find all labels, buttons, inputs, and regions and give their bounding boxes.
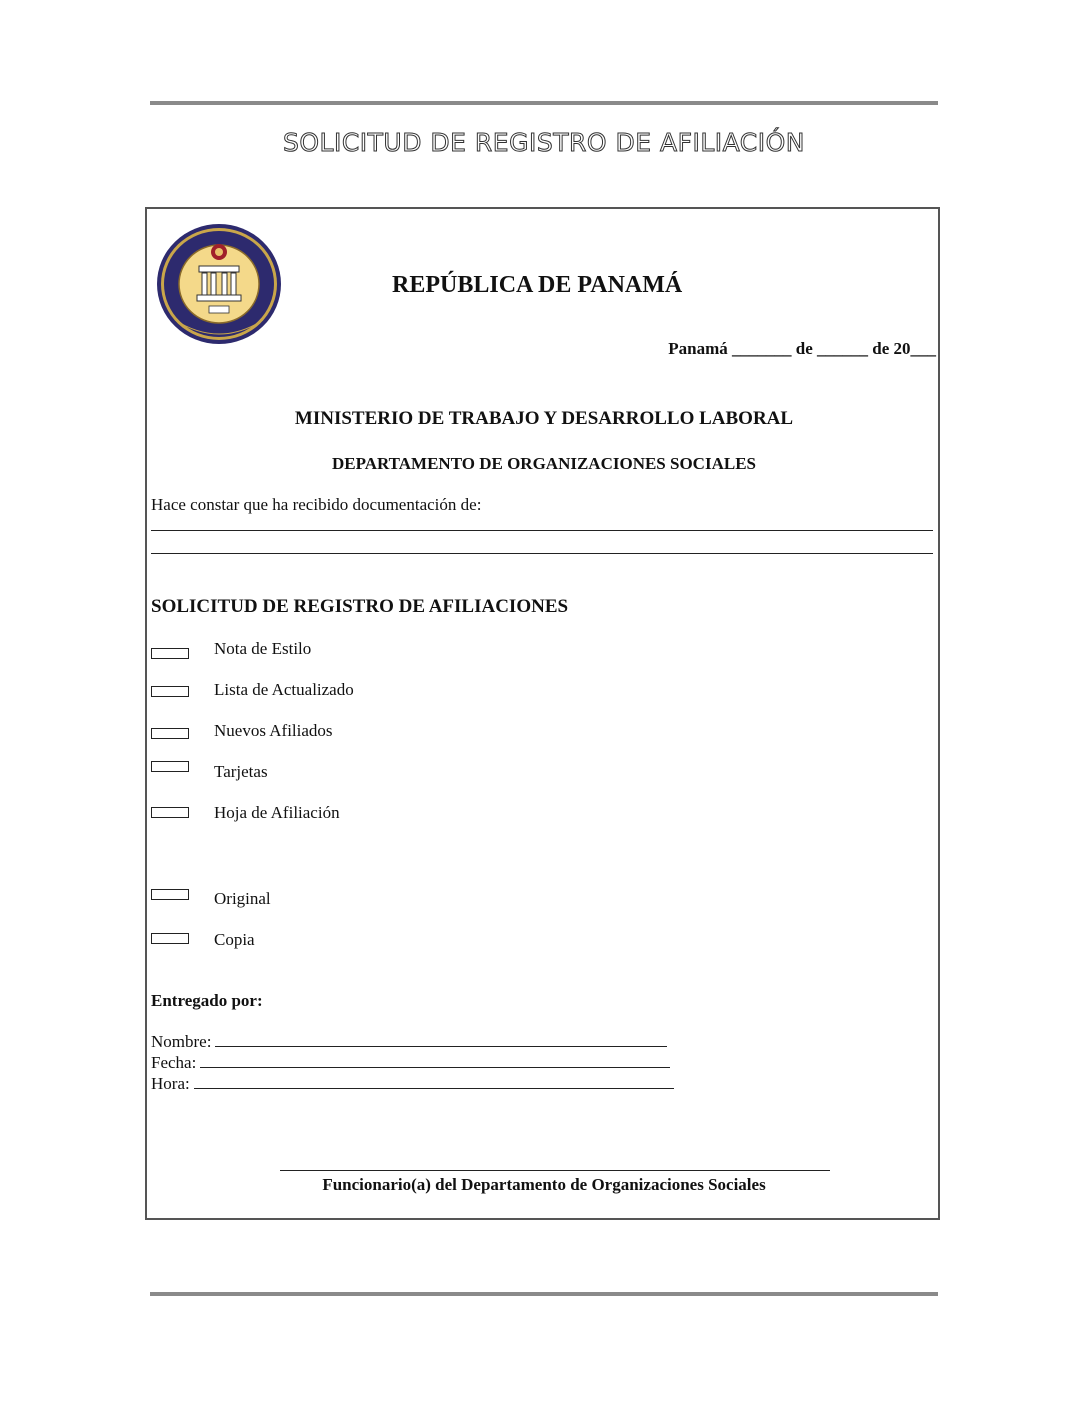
received-statement: Hace constar que ha recibido documentación de: [151, 495, 482, 514]
delivered-by-heading: Entregado por: [151, 991, 263, 1010]
checkbox-label: Original [214, 889, 271, 908]
checkbox-label: Copia [214, 930, 255, 949]
checkbox-label: Hoja de Afiliación [214, 803, 340, 822]
fecha-label: Fecha: [151, 1053, 197, 1072]
section-heading: SOLICITUD DE REGISTRO DE AFILIACIONES [151, 596, 569, 617]
nombre-label: Nombre: [151, 1032, 212, 1051]
department-name: DEPARTAMENTO DE ORGANIZACIONES SOCIALES [331, 454, 756, 473]
checkbox-lista-de-actualizado[interactable] [151, 686, 189, 697]
checkbox-tarjetas[interactable] [151, 761, 189, 772]
received-from-line-1[interactable] [151, 530, 933, 531]
checkbox-label: Nota de Estilo [214, 639, 312, 658]
nombre-field[interactable] [215, 1032, 667, 1047]
checkbox-nota-de-estilo[interactable] [151, 648, 189, 659]
date-line[interactable]: Panamá _______ de ______ de 20___ [668, 339, 936, 358]
checkbox-copia[interactable] [151, 933, 189, 944]
signature-line[interactable] [280, 1170, 830, 1171]
checkbox-hoja-de-afiliacion[interactable] [151, 807, 189, 818]
received-from-line-2[interactable] [151, 553, 933, 554]
checkbox-label: Nuevos Afiliados [214, 721, 333, 740]
nombre-row [151, 1032, 667, 1052]
checkbox-nuevos-afiliados[interactable] [151, 728, 189, 739]
checkbox-label: Tarjetas [214, 762, 268, 781]
top-rule [150, 101, 938, 105]
ministry-seal [155, 222, 283, 346]
signature-caption: Funcionario(a) del Departamento de Organizaciones Sociales [322, 1175, 766, 1194]
bottom-rule [150, 1292, 938, 1296]
hora-row [151, 1074, 674, 1094]
hora-field[interactable] [194, 1074, 674, 1089]
ministry-name: MINISTERIO DE TRABAJO Y DESARROLLO LABORAL [294, 408, 794, 429]
checkbox-label: Lista de Actualizado [214, 680, 354, 699]
fecha-row [151, 1053, 670, 1073]
fecha-field[interactable] [200, 1053, 670, 1068]
country-heading: REPÚBLICA DE PANAMÁ [392, 272, 683, 298]
document-title: SOLICITUD DE REGISTRO DE AFILIACIÓN [282, 128, 805, 157]
hora-label: Hora: [151, 1074, 190, 1093]
checkbox-original[interactable] [151, 889, 189, 900]
